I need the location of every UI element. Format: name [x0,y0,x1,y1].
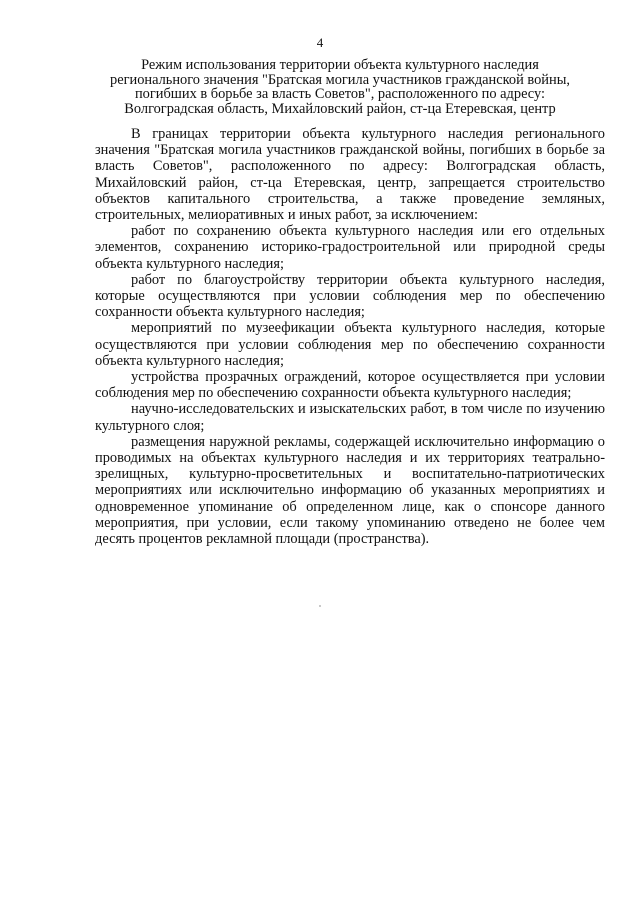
scan-speck [319,605,321,607]
exception-item: размещения наружной рекламы, содержащей исключительно информацию о проводимых на объектах культурного наследия и их территориях театрально-зрелищных, культурно-просветительных и воспитательно-патриотических мероприятиях или исключительно информацию об указанных мероприятиях и одновременное упоминание об определенном лице, как о спонсоре данного мероприятия, при условии, если такому упоминанию отведено не более чем десять процентов рекламной площади (пространства). [95,433,605,548]
exception-item: научно-исследовательских и изыскательских работ, в том числе по изучению культурного слоя; [95,401,605,434]
exception-item: работ по благоустройству территории объекта культурного наследия, которые осуществляются при условии соблюдения мер по обеспечению сохранности объекта культурного наследия; [95,271,605,321]
document-body [95,126,605,547]
heading-line: регионального значения "Братская могила участников гражданской войны, [110,71,570,88]
intro-paragraph: В границах территории объекта культурного наследия регионального значения "Братская могила участников гражданской войны, погибших в борьбе за власть Советов", расположенного по адресу: Волгоградская область, Михайловский район, ст-ца Етеревская, центр, запрещается строительство объектов капитального строительства, а также проведение земляных, строительных, мелиоративных и иных работ, за исключением: [95,126,605,224]
heading-line: Режим использования территории объекта культурного наследия [141,57,539,73]
document-heading [90,58,590,116]
heading-line: Волгоградская область, Михайловский район, ст-ца Етеревская, центр [124,100,556,117]
exception-item: мероприятий по музеефикации объекта культурного наследия, которые осуществляются при условии соблюдения мер по обеспечению сохранности объекта культурного наследия; [95,320,605,369]
exception-item: работ по сохранению объекта культурного наследия или его отдельных элементов, сохранению историко-градостроительной или природной среды объекта культурного наследия; [95,223,605,272]
page-number: 4 [316,35,324,50]
exception-item: устройства прозрачных ограждений, которое осуществляется при условии соблюдения мер по обеспечению сохранности объекта культурного наследия; [95,369,605,402]
heading-line: погибших в борьбе за власть Советов", расположенного по адресу: [134,86,546,103]
